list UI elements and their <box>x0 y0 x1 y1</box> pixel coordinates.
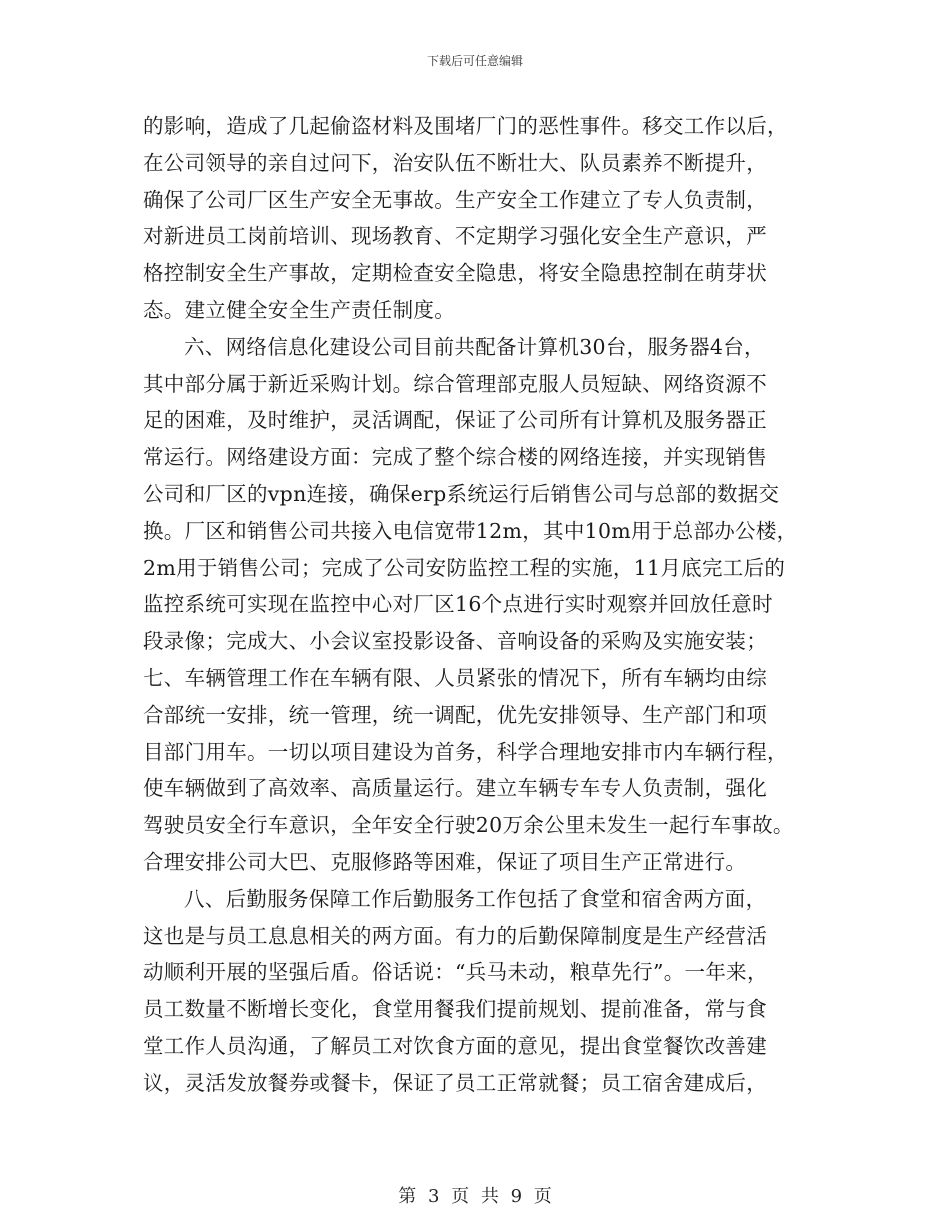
text-line: 这也是与员工息息相关的两方面。有力的后勤保障制度是生产经营活 <box>143 923 767 948</box>
text-line: 的影响，造成了几起偷盗材料及围堵厂门的恶性事件。移交工作以后， <box>143 114 788 138</box>
page-header: 下载后可任意编辑 <box>426 54 523 68</box>
text-line: 公司和厂区的vpn连接，确保erp系统运行后销售公司与总部的数据交 <box>143 481 780 506</box>
text-line: 段录像；完成大、小会议室投影设备、音响设备的采购及实施安装； <box>143 629 767 654</box>
text-line: 常运行。网络建设方面：完成了整个综合楼的网络连接，并实现销售 <box>143 445 767 470</box>
text-line: 其中部分属于新近采购计划。综合管理部克服人员短缺、网络资源不 <box>143 371 767 396</box>
text-line: 议，灵活发放餐券或餐卡，保证了员工正常就餐；员工宿舍建成后， <box>143 1070 767 1095</box>
text-line: 堂工作人员沟通，了解员工对饮食方面的意见，提出食堂餐饮改善建 <box>143 1033 767 1058</box>
text-line: 目部门用车。一切以项目建设为首务，科学合理地安排市内车辆行程， <box>143 739 788 764</box>
text-line: 驾驶员安全行车意识，全年安全行驶20万余公里未发生一起行车事故。 <box>143 813 794 838</box>
text-line: 八、后勤服务保障工作后勤服务工作包括了食堂和宿舍两方面， <box>184 886 767 911</box>
text-line: 在公司领导的亲自过问下，治安队伍不断壮大、队员素养不断提升， <box>143 150 767 175</box>
text-line: 监控系统可实现在监控中心对厂区16个点进行实时观察并回放任意时 <box>143 592 773 617</box>
text-line: 对新进员工岗前培训、现场教育、不定期学习强化安全生产意识，严 <box>143 224 767 249</box>
text-line: 动顺利开展的坚强后盾。俗话说：“兵马未动，粮草先行”。一年来， <box>143 960 768 985</box>
text-line: 格控制安全生产事故，定期检查安全隐患，将安全隐患控制在萌芽状 <box>143 261 767 286</box>
text-line: 2m用于销售公司；完成了公司安防监控工程的实施，11月底完工后的 <box>143 555 786 580</box>
page-number-footer: 第 3 页 共 9 页 <box>398 1186 552 1207</box>
text-line: 态。建立健全安全生产责任制度。 <box>143 297 455 322</box>
document-body <box>143 108 823 1102</box>
text-line: 足的困难，及时维护，灵活调配，保证了公司所有计算机及服务器正 <box>143 408 767 433</box>
text-line: 使车辆做到了高效率、高质量运行。建立车辆专车专人负责制，强化 <box>143 776 767 801</box>
text-line: 换。厂区和销售公司共接入电信宽带12m，其中10m用于总部办公楼， <box>143 518 798 543</box>
text-line: 合部统一安排，统一管理，统一调配，优先安排领导、生产部门和项 <box>143 702 767 727</box>
text-line: 六、网络信息化建设公司目前共配备计算机30台，服务器4台， <box>184 334 765 359</box>
text-line: 合理安排公司大巴、克服修路等困难，保证了项目生产正常进行。 <box>143 849 747 874</box>
text-line: 确保了公司厂区生产安全无事故。生产安全工作建立了专人负责制， <box>143 187 767 212</box>
text-line: 七、车辆管理工作在车辆有限、人员紧张的情况下，所有车辆均由综 <box>143 665 767 690</box>
text-line: 员工数量不断增长变化，食堂用餐我们提前规划、提前准备，常与食 <box>143 997 767 1022</box>
